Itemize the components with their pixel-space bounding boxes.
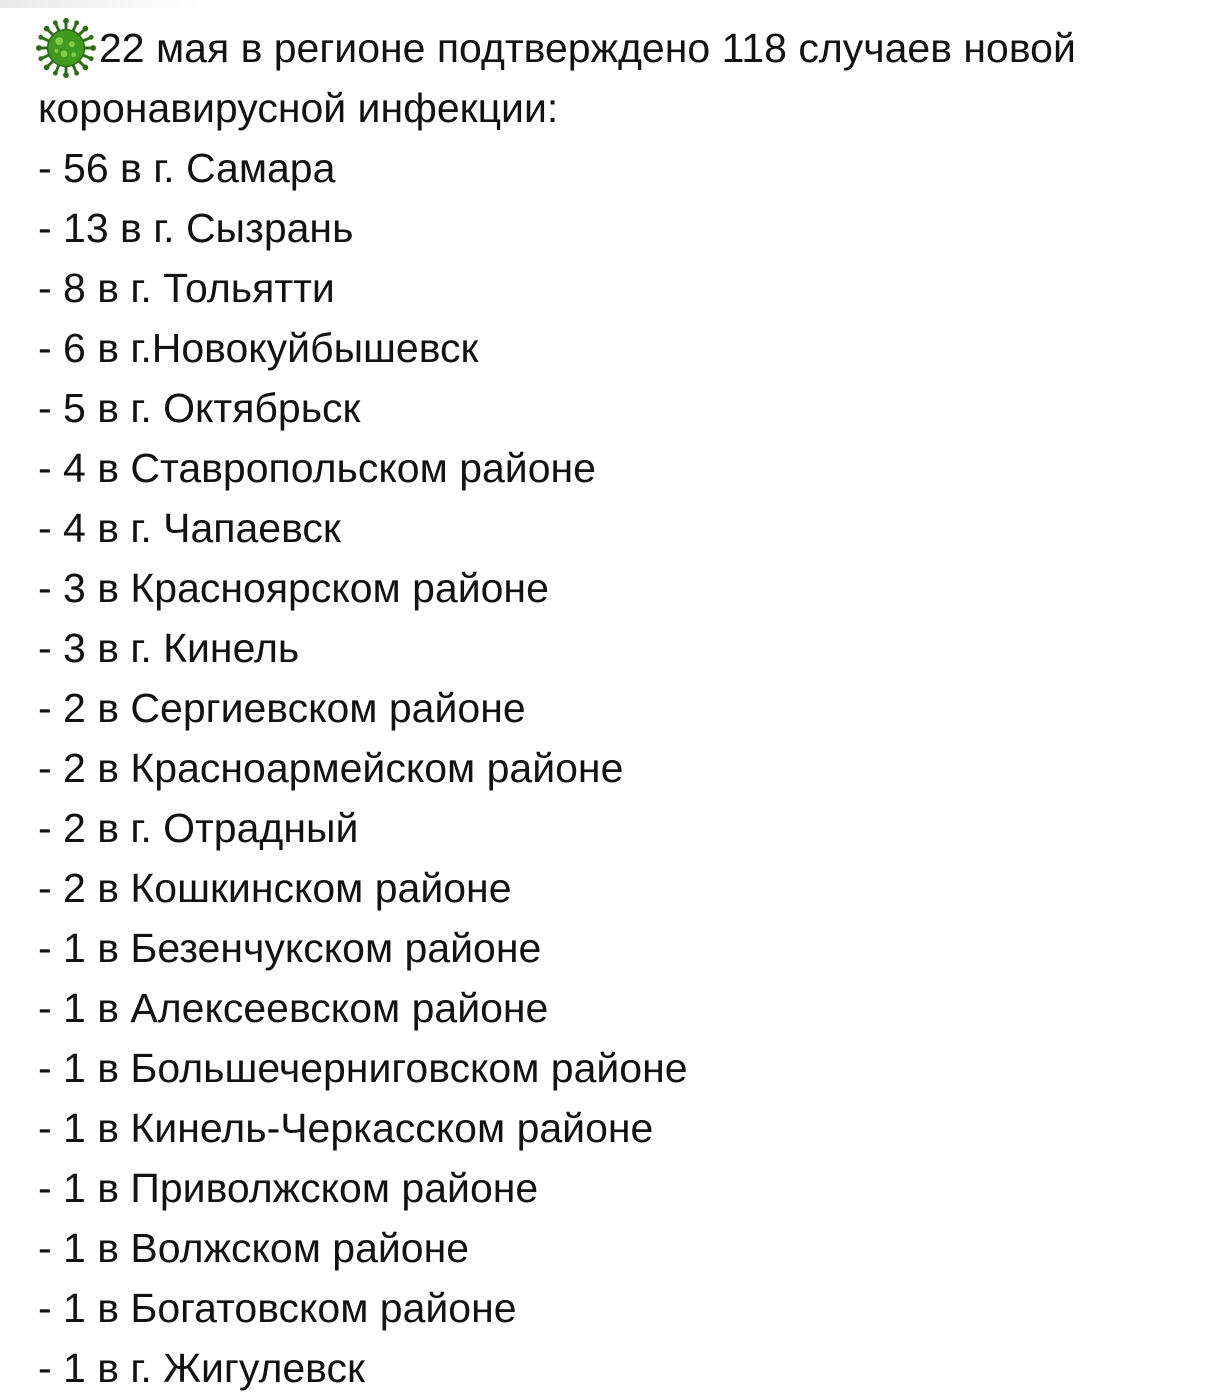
list-item: - 1 в Кинель-Черкасском районе — [38, 1105, 654, 1151]
list-item: - 4 в Ставропольском районе — [38, 445, 596, 491]
list-item: - 1 в Волжском районе — [38, 1225, 470, 1271]
list-item: - 6 в г.Новокуйбышевск — [38, 325, 479, 371]
list-item: - 2 в Кошкинском районе — [38, 865, 512, 911]
list-item: - 1 в Безенчукском районе — [38, 925, 542, 971]
list-item: - 8 в г. Тольятти — [38, 265, 335, 311]
list-item: - 1 в Приволжском районе — [38, 1165, 539, 1211]
list-item: - 56 в г. Самара — [38, 145, 336, 191]
list-item: - 2 в Красноармейском районе — [38, 745, 624, 791]
message-body — [38, 18, 1218, 1398]
previous-message-edge — [0, 0, 200, 8]
list-item: - 3 в Красноярском районе — [38, 565, 549, 611]
list-item: - 1 в Алексеевском районе — [38, 985, 549, 1031]
list-item: - 2 в Сергиевском районе — [38, 685, 526, 731]
list-item: - 5 в г. Октябрьск — [38, 385, 361, 431]
list-item: - 2 в г. Отрадный — [38, 805, 359, 851]
list-item: - 1 в Большечерниговском районе — [38, 1045, 688, 1091]
list-item: - 4 в г. Чапаевск — [38, 505, 341, 551]
virus-icon — [35, 17, 97, 79]
list-item: - 3 в г. Кинель — [38, 625, 300, 671]
list-item: - 1 в Богатовском районе — [38, 1285, 517, 1331]
list-item: - 1 в г. Жигулевск — [38, 1345, 365, 1391]
headline-text-1: 22 мая в регионе подтверждено 118 случаев новой — [99, 25, 1076, 71]
headline-line-2: коронавирусной инфекции: — [38, 85, 559, 131]
headline-line-1 — [38, 18, 1218, 78]
list-item: - 13 в г. Сызрань — [38, 205, 354, 251]
